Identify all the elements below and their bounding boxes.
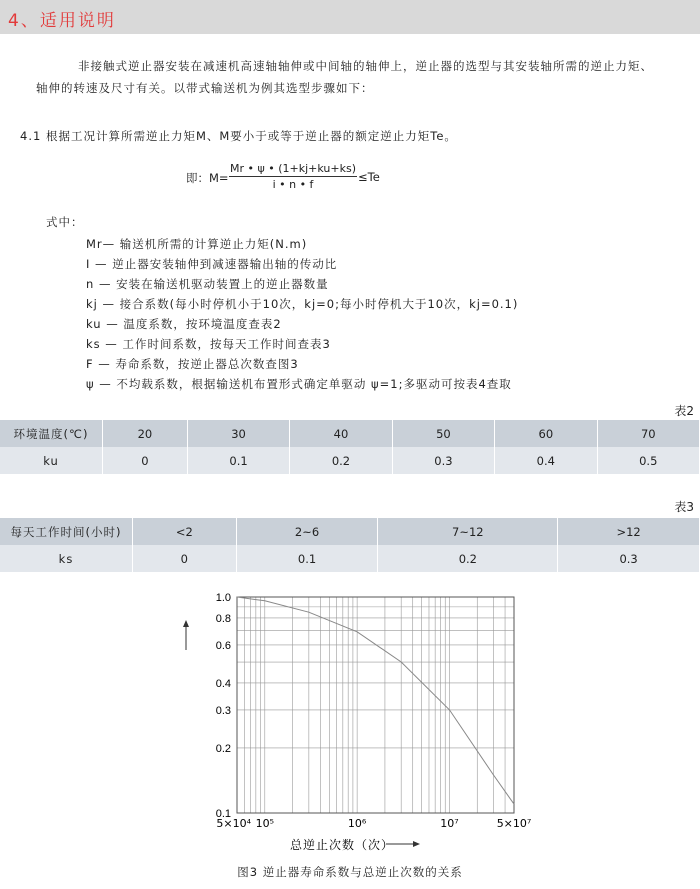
table2-header-cell: 50 (392, 420, 494, 447)
table2-cell: 0 (103, 447, 188, 474)
chart-xlabel: 总逆止次数（次） (290, 838, 395, 852)
figure3-chart (0, 585, 700, 855)
table3-header-cell: 2~6 (236, 518, 378, 545)
where-item: F — 寿命系数，按逆止器总次数查图3 (86, 357, 299, 371)
table2-cell: 0.4 (495, 447, 597, 474)
where-item: ks — 工作时间系数，按每天工作时间查表3 (86, 337, 331, 351)
x-axis-arrow-head (413, 841, 420, 847)
y-tick-label: 0.8 (215, 612, 231, 625)
table2 (0, 420, 700, 474)
formula-numerator: Mr • ψ • (1+kj+ku+ks) (230, 162, 356, 175)
formula-fraction (229, 162, 357, 191)
table3-cell: 0.1 (236, 545, 378, 572)
formula-prefix: 即：M= (186, 171, 229, 185)
table3-row (0, 545, 700, 572)
y-tick-label: 0.6 (215, 639, 231, 652)
where-item: Mr— 输送机所需的计算逆止力矩(N.m) (86, 237, 308, 251)
where-item: I — 逆止器安装轴伸到减速器输出轴的传动比 (86, 257, 338, 271)
table2-cell: 0.1 (187, 447, 289, 474)
table3-header-row (0, 518, 700, 545)
table2-cell: 0.5 (597, 447, 699, 474)
table3-label: 表3 (674, 500, 694, 514)
formula-suffix: ≤Te (358, 170, 380, 184)
intro-line-1: 非接触式逆止器安装在减速机高速轴轴伸或中间轴的轴伸上，逆止器的选型与其安装轴所需的逆止力矩、 (78, 59, 653, 73)
y-tick-label: 0.1 (215, 808, 231, 820)
table3 (0, 518, 700, 572)
chart-frame (237, 597, 514, 813)
y-tick-label: 0.3 (215, 704, 231, 717)
table2-label: 表2 (674, 404, 694, 418)
table2-header-cell: 60 (495, 420, 597, 447)
table3-cell: 0 (133, 545, 237, 572)
section-title: 4、适用说明 (8, 11, 116, 31)
section-header (0, 0, 700, 34)
y-tick-label: 0.4 (215, 677, 231, 690)
table3-header-cell: >12 (558, 518, 700, 545)
chart-series-line (237, 597, 514, 804)
x-tick-label: 5×10⁴ (216, 817, 251, 830)
table2-cell: ku (0, 447, 103, 474)
chart-ticks (216, 592, 532, 830)
where-heading: 式中： (46, 215, 84, 229)
y-tick-label: 0.2 (215, 742, 231, 755)
y-axis-arrow-head (183, 620, 189, 627)
table3-cell: 0.3 (558, 545, 700, 572)
table3-header-cell: 7~12 (378, 518, 558, 545)
x-tick-label: 10⁶ (347, 817, 367, 830)
y-tick-label: 1.0 (215, 592, 231, 604)
table2-header-row (0, 420, 700, 447)
table2-cell: 0.3 (392, 447, 494, 474)
where-item: n — 安装在输送机驱动装置上的逆止器数量 (86, 277, 329, 291)
table3-header-cell: 每天工作时间(小时) (0, 518, 133, 545)
table2-header-cell: 40 (290, 420, 392, 447)
where-item: kj — 接合系数(每小时停机小于10次，kj=0;每小时停机大于10次，kj=0.1) (86, 297, 519, 311)
x-tick-label: 10⁷ (440, 817, 459, 830)
x-tick-label: 5×10⁷ (496, 817, 532, 830)
table2-cell: 0.2 (290, 447, 392, 474)
figure-caption: 图3 逆止器寿命系数与总逆止次数的关系 (237, 865, 463, 879)
table2-header-cell: 20 (103, 420, 188, 447)
where-item: ku — 温度系数，按环境温度查表2 (86, 317, 282, 331)
x-tick-label: 10⁵ (255, 817, 275, 830)
step-4-1: 4.1 根据工况计算所需逆止力矩M、M要小于或等于逆止器的额定逆止力矩Te。 (20, 129, 457, 143)
intro-line-2: 轴伸的转速及尺寸有关。以带式输送机为例其选型步骤如下： (36, 81, 374, 95)
table2-header-cell: 70 (597, 420, 699, 447)
table3-header-cell: <2 (133, 518, 237, 545)
table2-row (0, 447, 700, 474)
where-item: ψ — 不均载系数，根据输送机布置形式确定单驱动 ψ=1;多驱动可按表4查取 (86, 377, 512, 391)
formula-denominator: i • n • f (272, 178, 314, 191)
table2-header-cell: 环境温度(℃) (0, 420, 103, 447)
table3-cell: ks (0, 545, 133, 572)
table2-header-cell: 30 (187, 420, 289, 447)
chart-grid (237, 597, 514, 813)
table3-cell: 0.2 (378, 545, 558, 572)
